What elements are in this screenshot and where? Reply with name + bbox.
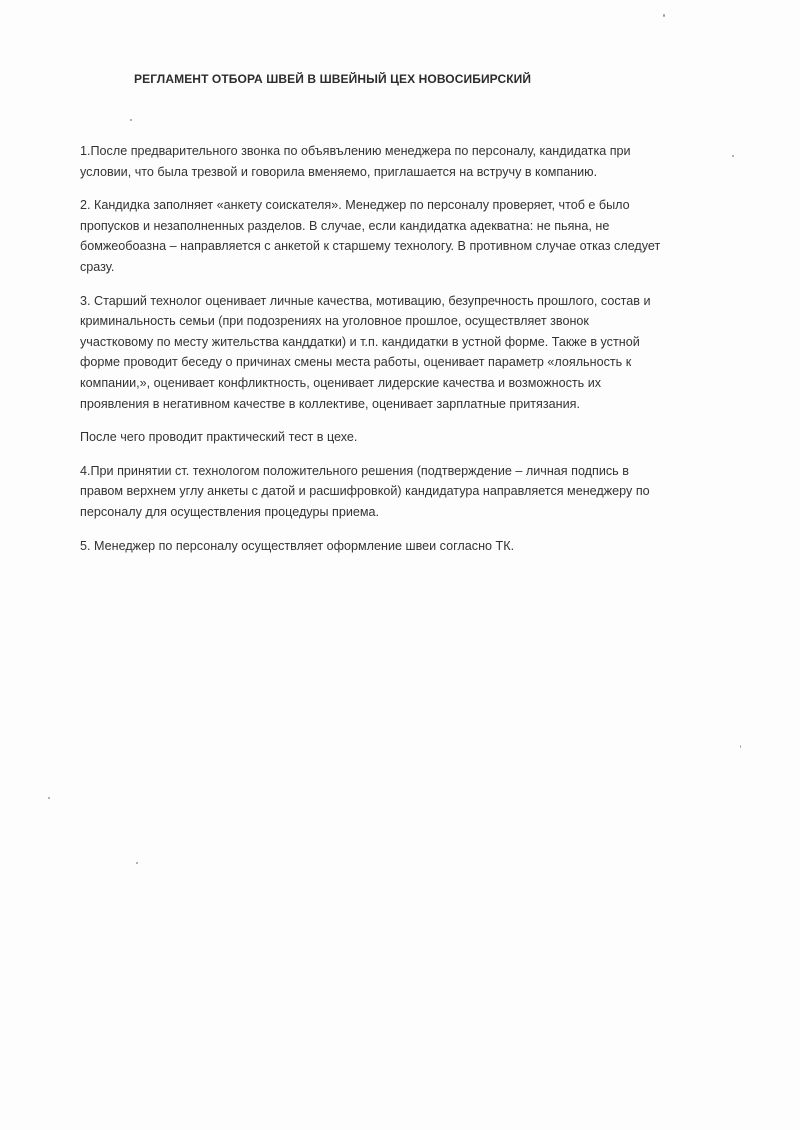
- scan-speck: [136, 862, 138, 864]
- paragraph-2: 2. Кандидка заполняет «анкету соискателя». Менеджер по персоналу проверяет, чтоб е было пропусков и незаполненных разделов. В случае, если кандидатка адекватна: не пьяна, не бомжеобоазна – направляется с анкетой к старшему технологу. В противном случае отказ следует сразу.: [80, 198, 661, 274]
- scan-speck: [732, 155, 734, 157]
- paragraph-1: 1.После предварительного звонка по объявълению менеджера по персоналу, кандидатка при условии, что была трезвой и говорила вменяемо, приглашается на встручу в компанию.: [80, 144, 631, 179]
- paragraph-3: 3. Старший технолог оценивает личные качества, мотивацию, безупречность прошлого, состав и криминальность семьи (при подозрениях на уголовное прошлое, осуществляет звонок участковому по месту жительства канддатки) и т.п. кандидатки в устной форме. Также в устной форме проводит беседу о причинах смены места работы, оценивает параметр «лояльность к компании,», оценивает конфликтность, оценивает лидерские качества и возможность их проявления в негативном качестве в коллективе, оценивает зарплатные притязания.: [80, 293, 651, 411]
- scan-speck: [663, 14, 665, 17]
- paragraph-4: 4.При принятии ст. технологом положительного решения (подтверждение – личная подпись в правом верхнем углу анкеты с датой и расшифровкой) кандидатура направляется менеджеру по персоналу для осуществления процедуры приема.: [80, 463, 650, 519]
- paragraph-5: 5. Менеджер по персоналу осуществляет оформление швеи согласно ТК.: [80, 538, 515, 553]
- document-title: РЕГЛАМЕНТ ОТБОРА ШВЕЙ В ШВЕЙНЫЙ ЦЕХ НОВОСИБИРСКИЙ: [134, 72, 532, 86]
- paragraph-3-continued: После чего проводит практический тест в цехе.: [80, 430, 358, 445]
- scan-speck: [48, 797, 50, 799]
- document-body: [80, 141, 720, 569]
- scan-speck: [740, 745, 741, 748]
- scan-speck: [130, 119, 132, 121]
